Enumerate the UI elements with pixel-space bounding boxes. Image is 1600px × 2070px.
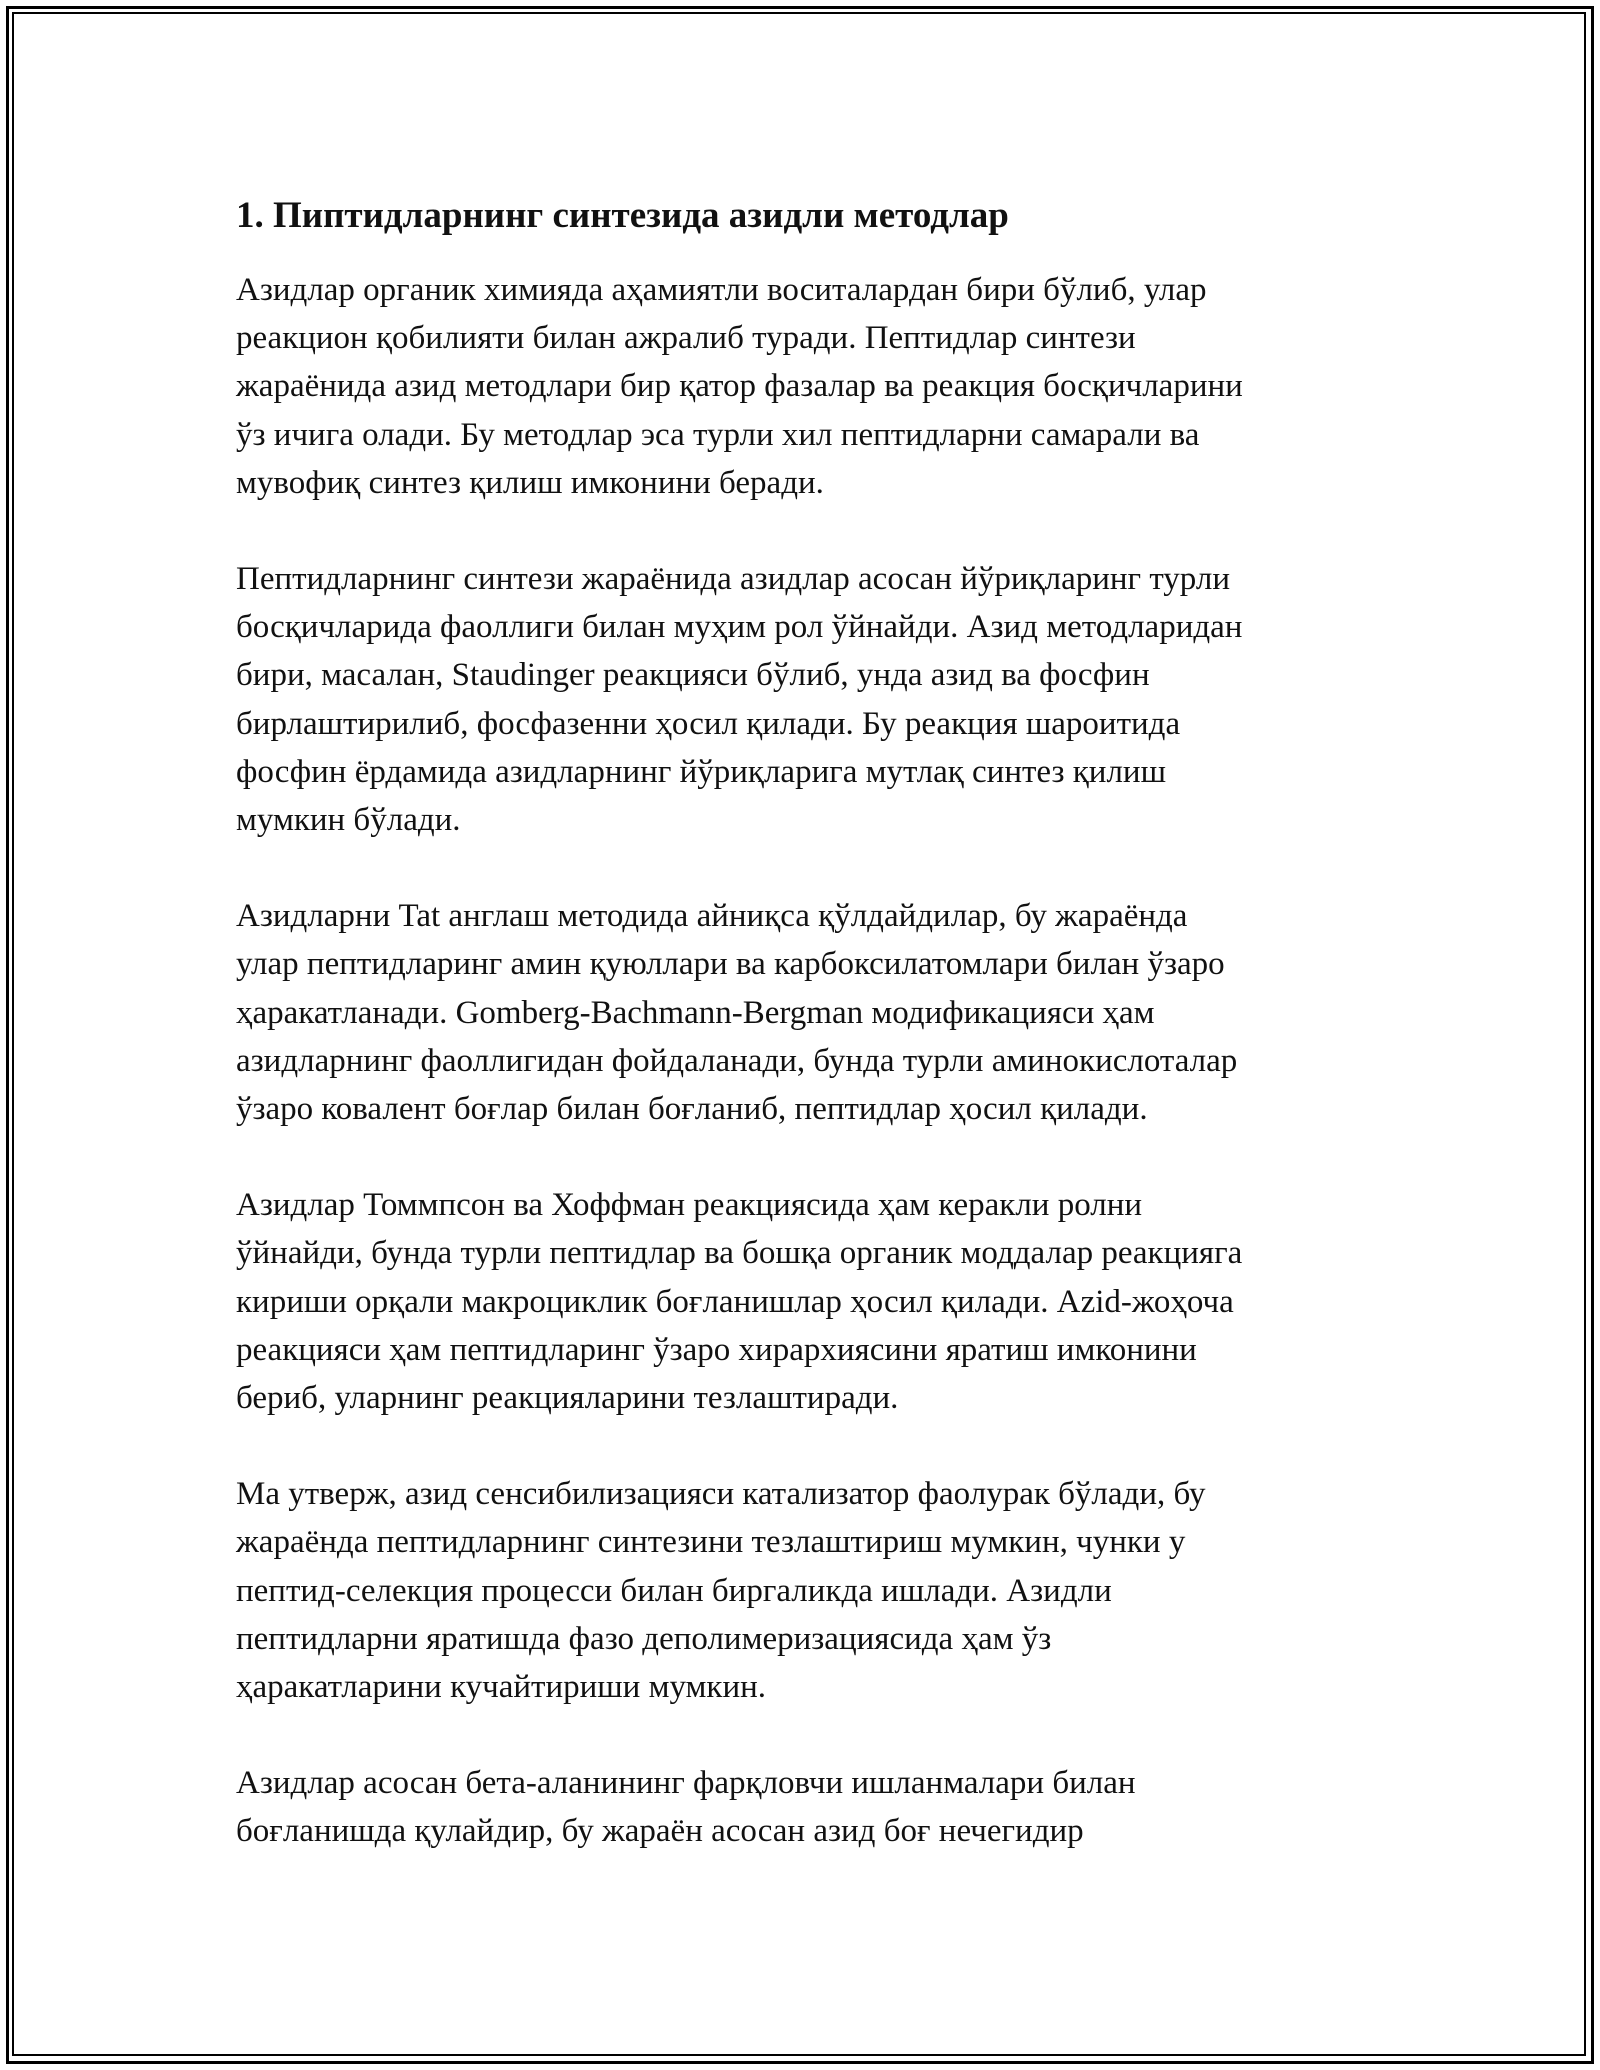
paragraph-line: Пептидларнинг синтези жараёнида азидлар асосан йўриқларинг турли (236, 561, 1230, 598)
paragraph-6 (236, 1759, 1366, 1855)
paragraph-line: ўз ичига олади. Бу методлар эса турли хил пептидларни самарали ва (236, 416, 1200, 453)
paragraph-2 (236, 555, 1366, 844)
paragraph-line: пептид-селекция процесси билан биргаликда ишлади. Азидли (236, 1572, 1112, 1609)
paragraph-line: реакцион қобилияти билан ажралиб туради. Пептидлар синтези (236, 320, 1136, 357)
paragraph-line: реакцияси ҳам пептидларинг ўзаро хирархиясини яратиш имконини (236, 1331, 1197, 1368)
paragraph-line: жараёнда пептидларнинг синтезини тезлаштириш мумкин, чунки у (236, 1524, 1186, 1561)
paragraph-5 (236, 1470, 1366, 1711)
paragraph-line: босқичларида фаоллиги билан муҳим рол ўйнайди. Азид методларидан (236, 609, 1243, 646)
paragraph-3 (236, 892, 1366, 1133)
paragraph-line: улар пептидларинг амин қуюллари ва карбоксилатомлари билан ўзаро (236, 946, 1225, 983)
document-body (236, 188, 1366, 1904)
paragraph-line: Азидлар Томмпсон ва Хоффман реакциясида ҳам керакли ролни (236, 1187, 1143, 1224)
paragraph-line: бериб, уларнинг реакцияларини тезлаштиради. (236, 1380, 899, 1417)
paragraph-line: жараёнида азид методлари бир қатор фазалар ва реакция босқичларини (236, 368, 1243, 405)
paragraph-line: мумкин бўлади. (236, 802, 461, 839)
paragraph-line: мувофиқ синтез қилиш имконини беради. (236, 464, 824, 501)
paragraph-1 (236, 266, 1366, 507)
paragraph-line: бирлаштирилиб, фосфазенни ҳосил қилади. Бу реакция шароитида (236, 705, 1181, 742)
paragraph-4 (236, 1181, 1366, 1422)
paragraph-line: Азидлар органик химияда аҳамиятли воситалардан бири бўлиб, улар (236, 272, 1207, 308)
paragraph-line: фосфин ёрдамида азидларнинг йўриқларига мутлақ синтез қилиш (236, 753, 1166, 790)
paragraph-line: ўзаро ковалент боғлар билан боғланиб, пептидлар ҳосил қилади. (236, 1091, 1148, 1128)
paragraph-line: Азидлар асосан бета-аланининг фарқловчи ишланмалари билан (236, 1765, 1136, 1802)
paragraph-line: боғланишда қулайдир, бу жараён асосан азид боғ нечегидир (236, 1813, 1084, 1850)
paragraph-line: ҳаракатларини кучайтириши мумкин. (236, 1669, 767, 1706)
paragraph-line: Азидларни Tat англаш методида айниқса қўлдайдилар, бу жараёнда (236, 898, 1188, 935)
paragraph-line: ҳаракатланади. Gomberg-Bachmann-Bergman модификацияси ҳам (236, 994, 1155, 1031)
section-heading: 1. Пиптидларнинг синтезида азидли методлар (236, 195, 1009, 236)
paragraph-line: ўйнайди, бунда турли пептидлар ва бошқа органик моддалар реакцияга (236, 1235, 1243, 1272)
paragraph-line: кириши орқали макроциклик боғланишлар ҳосил қилади. Azid-жоҳоча (236, 1283, 1234, 1320)
paragraph-line: бири, масалан, Staudinger реакцияси бўлиб, унда азид ва фосфин (236, 657, 1150, 694)
paragraph-line: пептидларни яратишда фазо деполимеризациясида ҳам ўз (236, 1620, 1052, 1657)
paragraph-line: Ма утверж, азид сенсибилизацияси катализатор фаолурак бўлади, бу (236, 1476, 1206, 1513)
paragraph-line: азидларнинг фаоллигидан фойдаланади, бунда турли аминокислоталар (236, 1042, 1238, 1079)
